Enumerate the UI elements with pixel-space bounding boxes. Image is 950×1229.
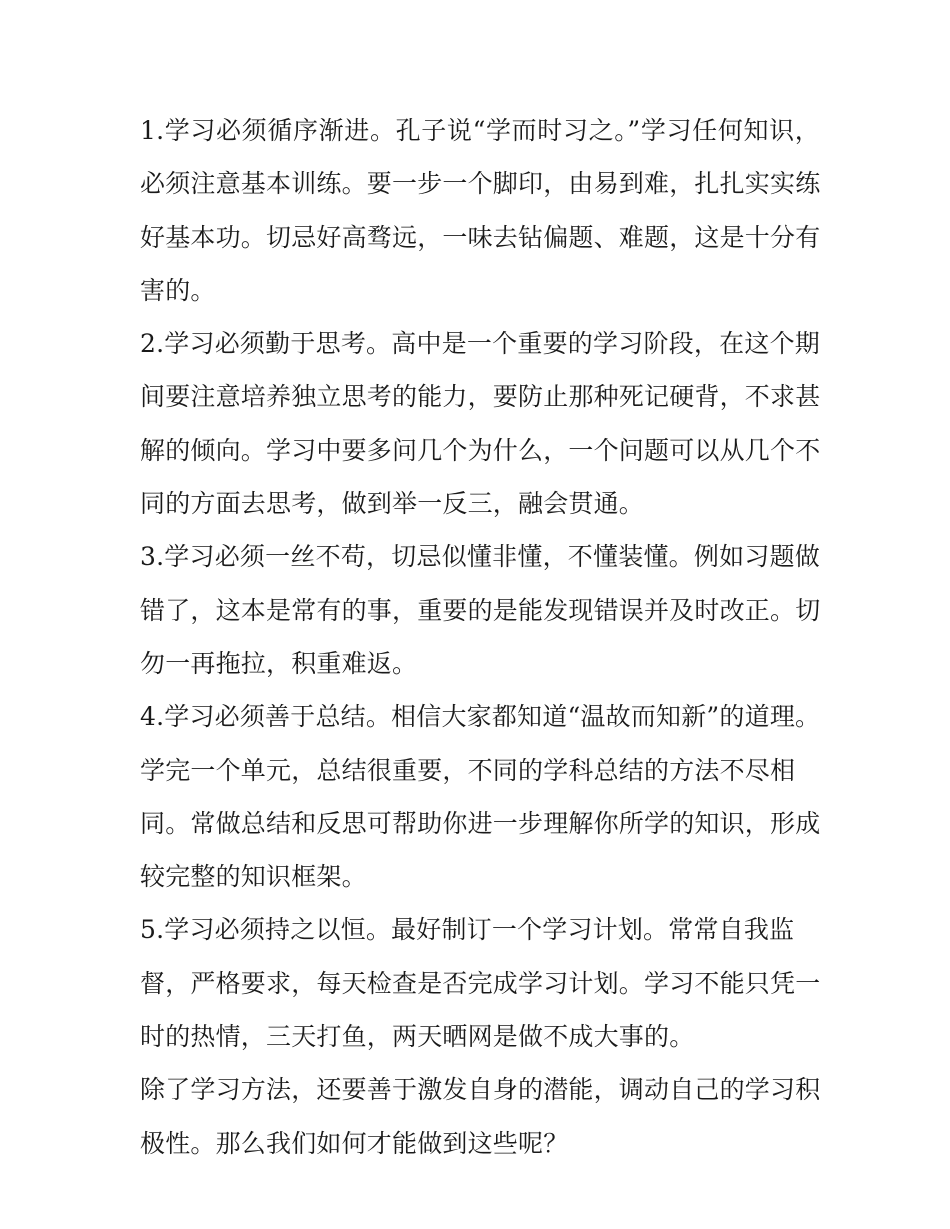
text-line: 好基本功。切忌好高骛远，一味去钻偏题、难题，这是十分有 (140, 222, 821, 252)
text-line: 督，严格要求，每天检查是否完成学习计划。学习不能只凭一 (140, 968, 821, 998)
text-line: 必须注意基本训练。要一步一个脚印，由易到难，扎扎实实练 (140, 169, 821, 199)
text-line: 除了学习方法，还要善于激发自身的潜能，调动自己的学习积 (140, 1075, 821, 1105)
text-line: 同的方面去思考，做到举一反三，融会贯通。 (140, 489, 645, 519)
text-line: 学完一个单元，总结很重要，不同的学科总结的方法不尽相 (140, 755, 796, 785)
text-line: 时的热情，三天打鱼，两天晒网是做不成大事的。 (140, 1022, 695, 1052)
text-line: 5.学习必须持之以恒。最好制订一个学习计划。常常自我监 (140, 915, 795, 945)
text-line: 2.学习必须勤于思考。高中是一个重要的学习阶段，在这个期 (140, 329, 820, 359)
text-line: 较完整的知识框架。 (140, 862, 367, 892)
text-line: 同。常做总结和反思可帮助你进一步理解你所学的知识，形成 (140, 808, 821, 838)
text-line: 1.学习必须循序渐进。孔子说“学而时习之。”学习任何知识， (140, 116, 820, 145)
text-line: 间要注意培养独立思考的能力，要防止那种死记硬背，不求甚 (140, 382, 821, 412)
text-line: 解的倾向。学习中要多问几个为什么，一个问题可以从几个不 (140, 435, 821, 465)
text-line: 4.学习必须善于总结。相信大家都知道“温故而知新”的道理。 (140, 702, 821, 732)
text-line: 错了，这本是常有的事，重要的是能发现错误并及时改正。切 (140, 595, 821, 625)
text-line: 极性。那么我们如何才能做到这些呢？ (140, 1128, 569, 1158)
text-line: 3.学习必须一丝不苟，切忌似懂非懂，不懂装懂。例如习题做 (140, 542, 820, 572)
document-page (140, 104, 820, 1170)
text-line: 害的。 (140, 275, 216, 305)
text-line: 勿一再拖拉，积重难返。 (140, 648, 418, 678)
